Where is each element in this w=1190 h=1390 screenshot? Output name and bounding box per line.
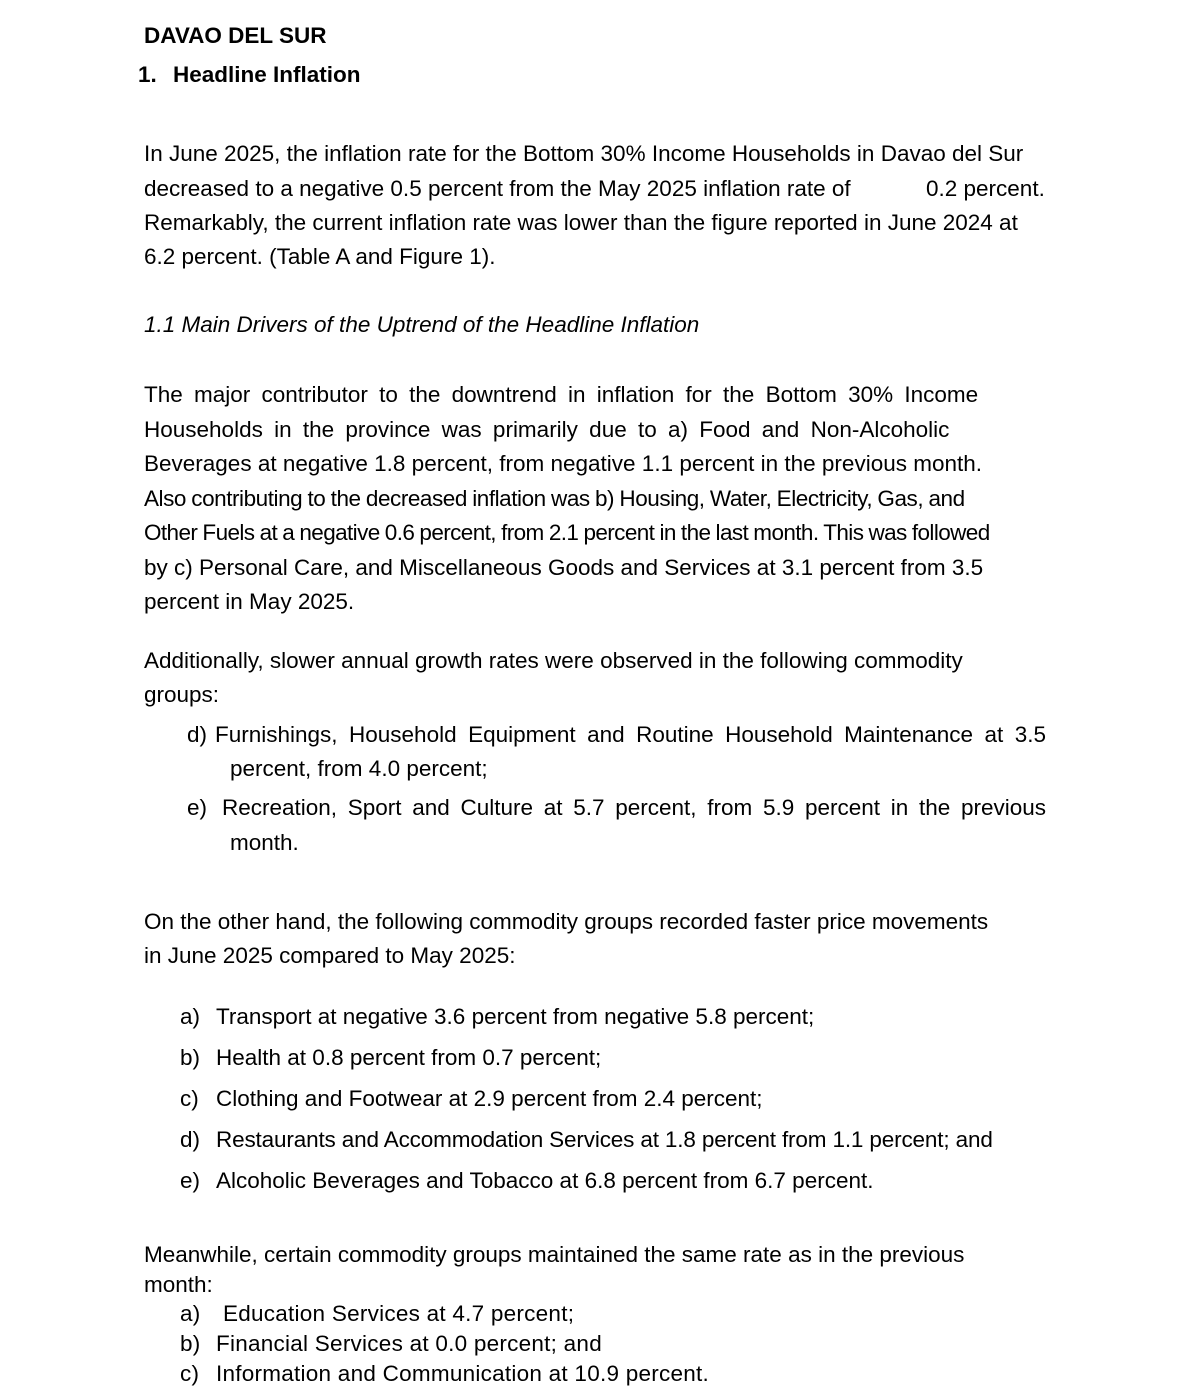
drivers-line-6: by c) Personal Care, and Miscellaneous Goods and Services at 3.1 percent from 3.5 bbox=[144, 555, 984, 580]
list-item-text: Education Services at 4.7 percent; bbox=[223, 1301, 575, 1326]
drivers-line-1: The major contributor to the downtrend in inflation for the Bottom 30% Income bbox=[144, 382, 979, 407]
list-item-text: Recreation, Sport and Culture at 5.7 percent, from 5.9 percent in the previous bbox=[222, 795, 1046, 820]
list-item-text: Transport at negative 3.6 percent from negative 5.8 percent; bbox=[216, 1004, 815, 1029]
slower-intro-line-1: Additionally, slower annual growth rates were observed in the following commodity bbox=[144, 648, 963, 673]
list-item-text: Health at 0.8 percent from 0.7 percent; bbox=[216, 1045, 602, 1070]
list-item-label: c) bbox=[180, 1361, 200, 1386]
faster-intro-line-2: in June 2025 compared to May 2025: bbox=[144, 943, 516, 968]
province-heading: DAVAO DEL SUR bbox=[144, 23, 327, 48]
same-intro-line-2: month: bbox=[144, 1272, 213, 1297]
intro-line-3: Remarkably, the current inflation rate was lower than the figure reported in June 2024 at bbox=[144, 210, 1018, 235]
list-item-text: Financial Services at 0.0 percent; and bbox=[216, 1331, 602, 1356]
intro-line-4: 6.2 percent. (Table A and Figure 1). bbox=[144, 244, 496, 269]
list-item-label: e) bbox=[187, 795, 208, 820]
list-item-text: Clothing and Footwear at 2.9 percent from 2.4 percent; bbox=[216, 1086, 763, 1111]
section-title: Headline Inflation bbox=[173, 62, 361, 87]
list-item-label: a) bbox=[180, 1301, 201, 1326]
drivers-line-2: Households in the province was primarily due to a) Food and Non-Alcoholic bbox=[144, 417, 950, 442]
intro-line-2b: 0.2 percent. bbox=[926, 176, 1045, 201]
list-item-label: a) bbox=[180, 1004, 201, 1029]
list-item-text: Alcoholic Beverages and Tobacco at 6.8 percent from 6.7 percent. bbox=[216, 1168, 874, 1193]
same-intro-line-1: Meanwhile, certain commodity groups maintained the same rate as in the previous bbox=[144, 1242, 965, 1267]
drivers-line-5: Other Fuels at a negative 0.6 percent, from 2.1 percent in the last month. This was followed bbox=[144, 520, 990, 545]
list-item-label: e) bbox=[180, 1168, 201, 1193]
drivers-line-7: percent in May 2025. bbox=[144, 589, 355, 614]
list-item-text: Furnishings, Household Equipment and Routine Household Maintenance at 3.5 bbox=[215, 722, 1046, 747]
list-item-text: Restaurants and Accommodation Services at 1.8 percent from 1.1 percent; and bbox=[216, 1127, 993, 1152]
list-item-label: d) bbox=[180, 1127, 201, 1152]
slower-intro-line-2: groups: bbox=[144, 682, 220, 707]
list-item-text: Information and Communication at 10.9 percent. bbox=[216, 1361, 710, 1386]
list-item-label: b) bbox=[180, 1331, 201, 1356]
intro-line-1: In June 2025, the inflation rate for the Bottom 30% Income Households in Davao del Sur bbox=[144, 141, 1024, 166]
drivers-line-4: Also contributing to the decreased inflation was b) Housing, Water, Electricity, Gas, and bbox=[144, 486, 965, 511]
list-item-text-cont: month. bbox=[230, 830, 299, 855]
list-item-label: c) bbox=[180, 1086, 199, 1111]
drivers-line-3: Beverages at negative 1.8 percent, from negative 1.1 percent in the previous month. bbox=[144, 451, 983, 476]
faster-intro-line-1: On the other hand, the following commodity groups recorded faster price movements bbox=[144, 909, 989, 934]
intro-line-2a: decreased to a negative 0.5 percent from the May 2025 inflation rate of bbox=[144, 176, 851, 201]
section-number: 1. bbox=[138, 62, 157, 87]
list-item-label: b) bbox=[180, 1045, 201, 1070]
list-item-label: d) bbox=[187, 722, 208, 747]
subheading: 1.1 Main Drivers of the Uptrend of the Headline Inflation bbox=[144, 312, 700, 337]
list-item-text-cont: percent, from 4.0 percent; bbox=[230, 756, 488, 781]
